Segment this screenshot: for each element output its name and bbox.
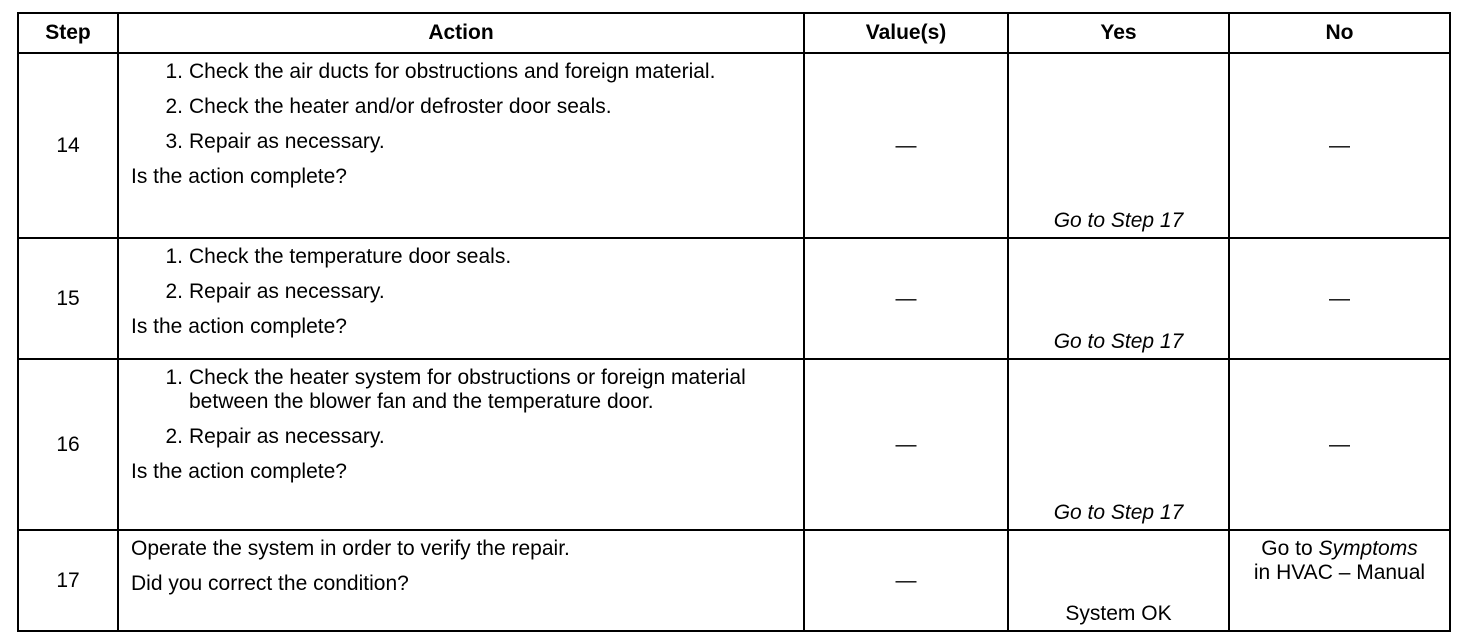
value-cell: [804, 530, 1008, 631]
list-item-text: Check the heater system for obstructions or foreign material between the blower fan and the temperature door.: [189, 366, 746, 413]
no-cell: [1229, 359, 1450, 530]
list-item: [131, 95, 793, 119]
value-cell: [804, 359, 1008, 530]
list-item-number: 1.: [165, 60, 183, 83]
no-go-to-suffix: in HVAC – Manual: [1253, 561, 1426, 584]
action-cell: [118, 238, 804, 359]
table-row: [18, 530, 1450, 631]
no-dash: —: [1329, 432, 1350, 456]
list-item: [131, 245, 793, 269]
header-action: Action: [118, 13, 804, 53]
yes-cell: [1008, 359, 1229, 530]
table-row: [18, 53, 1450, 238]
list-item-number: 2.: [165, 280, 183, 303]
value-cell: [804, 53, 1008, 238]
list-item: [131, 60, 793, 84]
header-yes: Yes: [1008, 13, 1229, 53]
list-item-text: Repair as necessary.: [189, 425, 385, 448]
diagnostic-table: [17, 12, 1451, 632]
list-item-text: Check the temperature door seals.: [189, 245, 512, 268]
table-row: [18, 238, 1450, 359]
diagnostic-table-container: [17, 12, 1449, 632]
list-item-text: Repair as necessary.: [189, 280, 385, 303]
yes-go-to-step: Go to Step 17: [1053, 330, 1184, 353]
no-symptoms-link-text: Symptoms: [1318, 537, 1418, 560]
action-cell: [118, 359, 804, 530]
step-number: 15: [18, 238, 118, 359]
action-cell: [118, 530, 804, 631]
list-item-number: 3.: [165, 130, 183, 153]
action-question: Is the action complete?: [131, 460, 347, 483]
step-number: 16: [18, 359, 118, 530]
list-item-text: Repair as necessary.: [189, 130, 385, 153]
list-item-text: Check the heater and/or defroster door seals.: [189, 95, 612, 118]
no-dash: —: [1329, 133, 1350, 157]
list-item: [131, 130, 793, 154]
no-cell: [1229, 238, 1450, 359]
value-dash: —: [895, 432, 917, 456]
header-row: [18, 13, 1450, 53]
list-item-number: 1.: [165, 366, 183, 389]
action-list: [131, 245, 793, 304]
yes-go-to-step: Go to Step 17: [1053, 501, 1184, 524]
value-dash: —: [895, 133, 917, 157]
action-list: [131, 366, 793, 449]
yes-cell: [1008, 53, 1229, 238]
value-cell: [804, 238, 1008, 359]
list-item-number: 2.: [165, 425, 183, 448]
action-cell: [118, 53, 804, 238]
list-item: [131, 366, 793, 414]
list-item-number: 1.: [165, 245, 183, 268]
header-values: Value(s): [804, 13, 1008, 53]
yes-go-to-step: Go to Step 17: [1053, 209, 1184, 232]
action-question: Is the action complete?: [131, 315, 347, 338]
no-dash: —: [1329, 286, 1350, 310]
action-instruction: Operate the system in order to verify the repair.: [131, 537, 570, 560]
action-question: Is the action complete?: [131, 165, 347, 188]
step-number: 17: [18, 530, 118, 631]
no-cell: [1229, 530, 1450, 631]
list-item-text: Check the air ducts for obstructions and foreign material.: [189, 60, 716, 83]
yes-cell: [1008, 530, 1229, 631]
action-list: [131, 60, 793, 154]
no-go-to-prefix: Go to: [1261, 537, 1313, 560]
list-item: [131, 280, 793, 304]
value-dash: —: [895, 286, 917, 310]
header-step: Step: [18, 13, 118, 53]
table-row: [18, 359, 1450, 530]
value-dash: —: [895, 568, 917, 592]
action-question: Did you correct the condition?: [131, 572, 409, 595]
step-number: 14: [18, 53, 118, 238]
yes-system-ok: System OK: [1065, 602, 1172, 625]
yes-cell: [1008, 238, 1229, 359]
header-no: No: [1229, 13, 1450, 53]
no-cell: [1229, 53, 1450, 238]
list-item: [131, 425, 793, 449]
list-item-number: 2.: [165, 95, 183, 118]
